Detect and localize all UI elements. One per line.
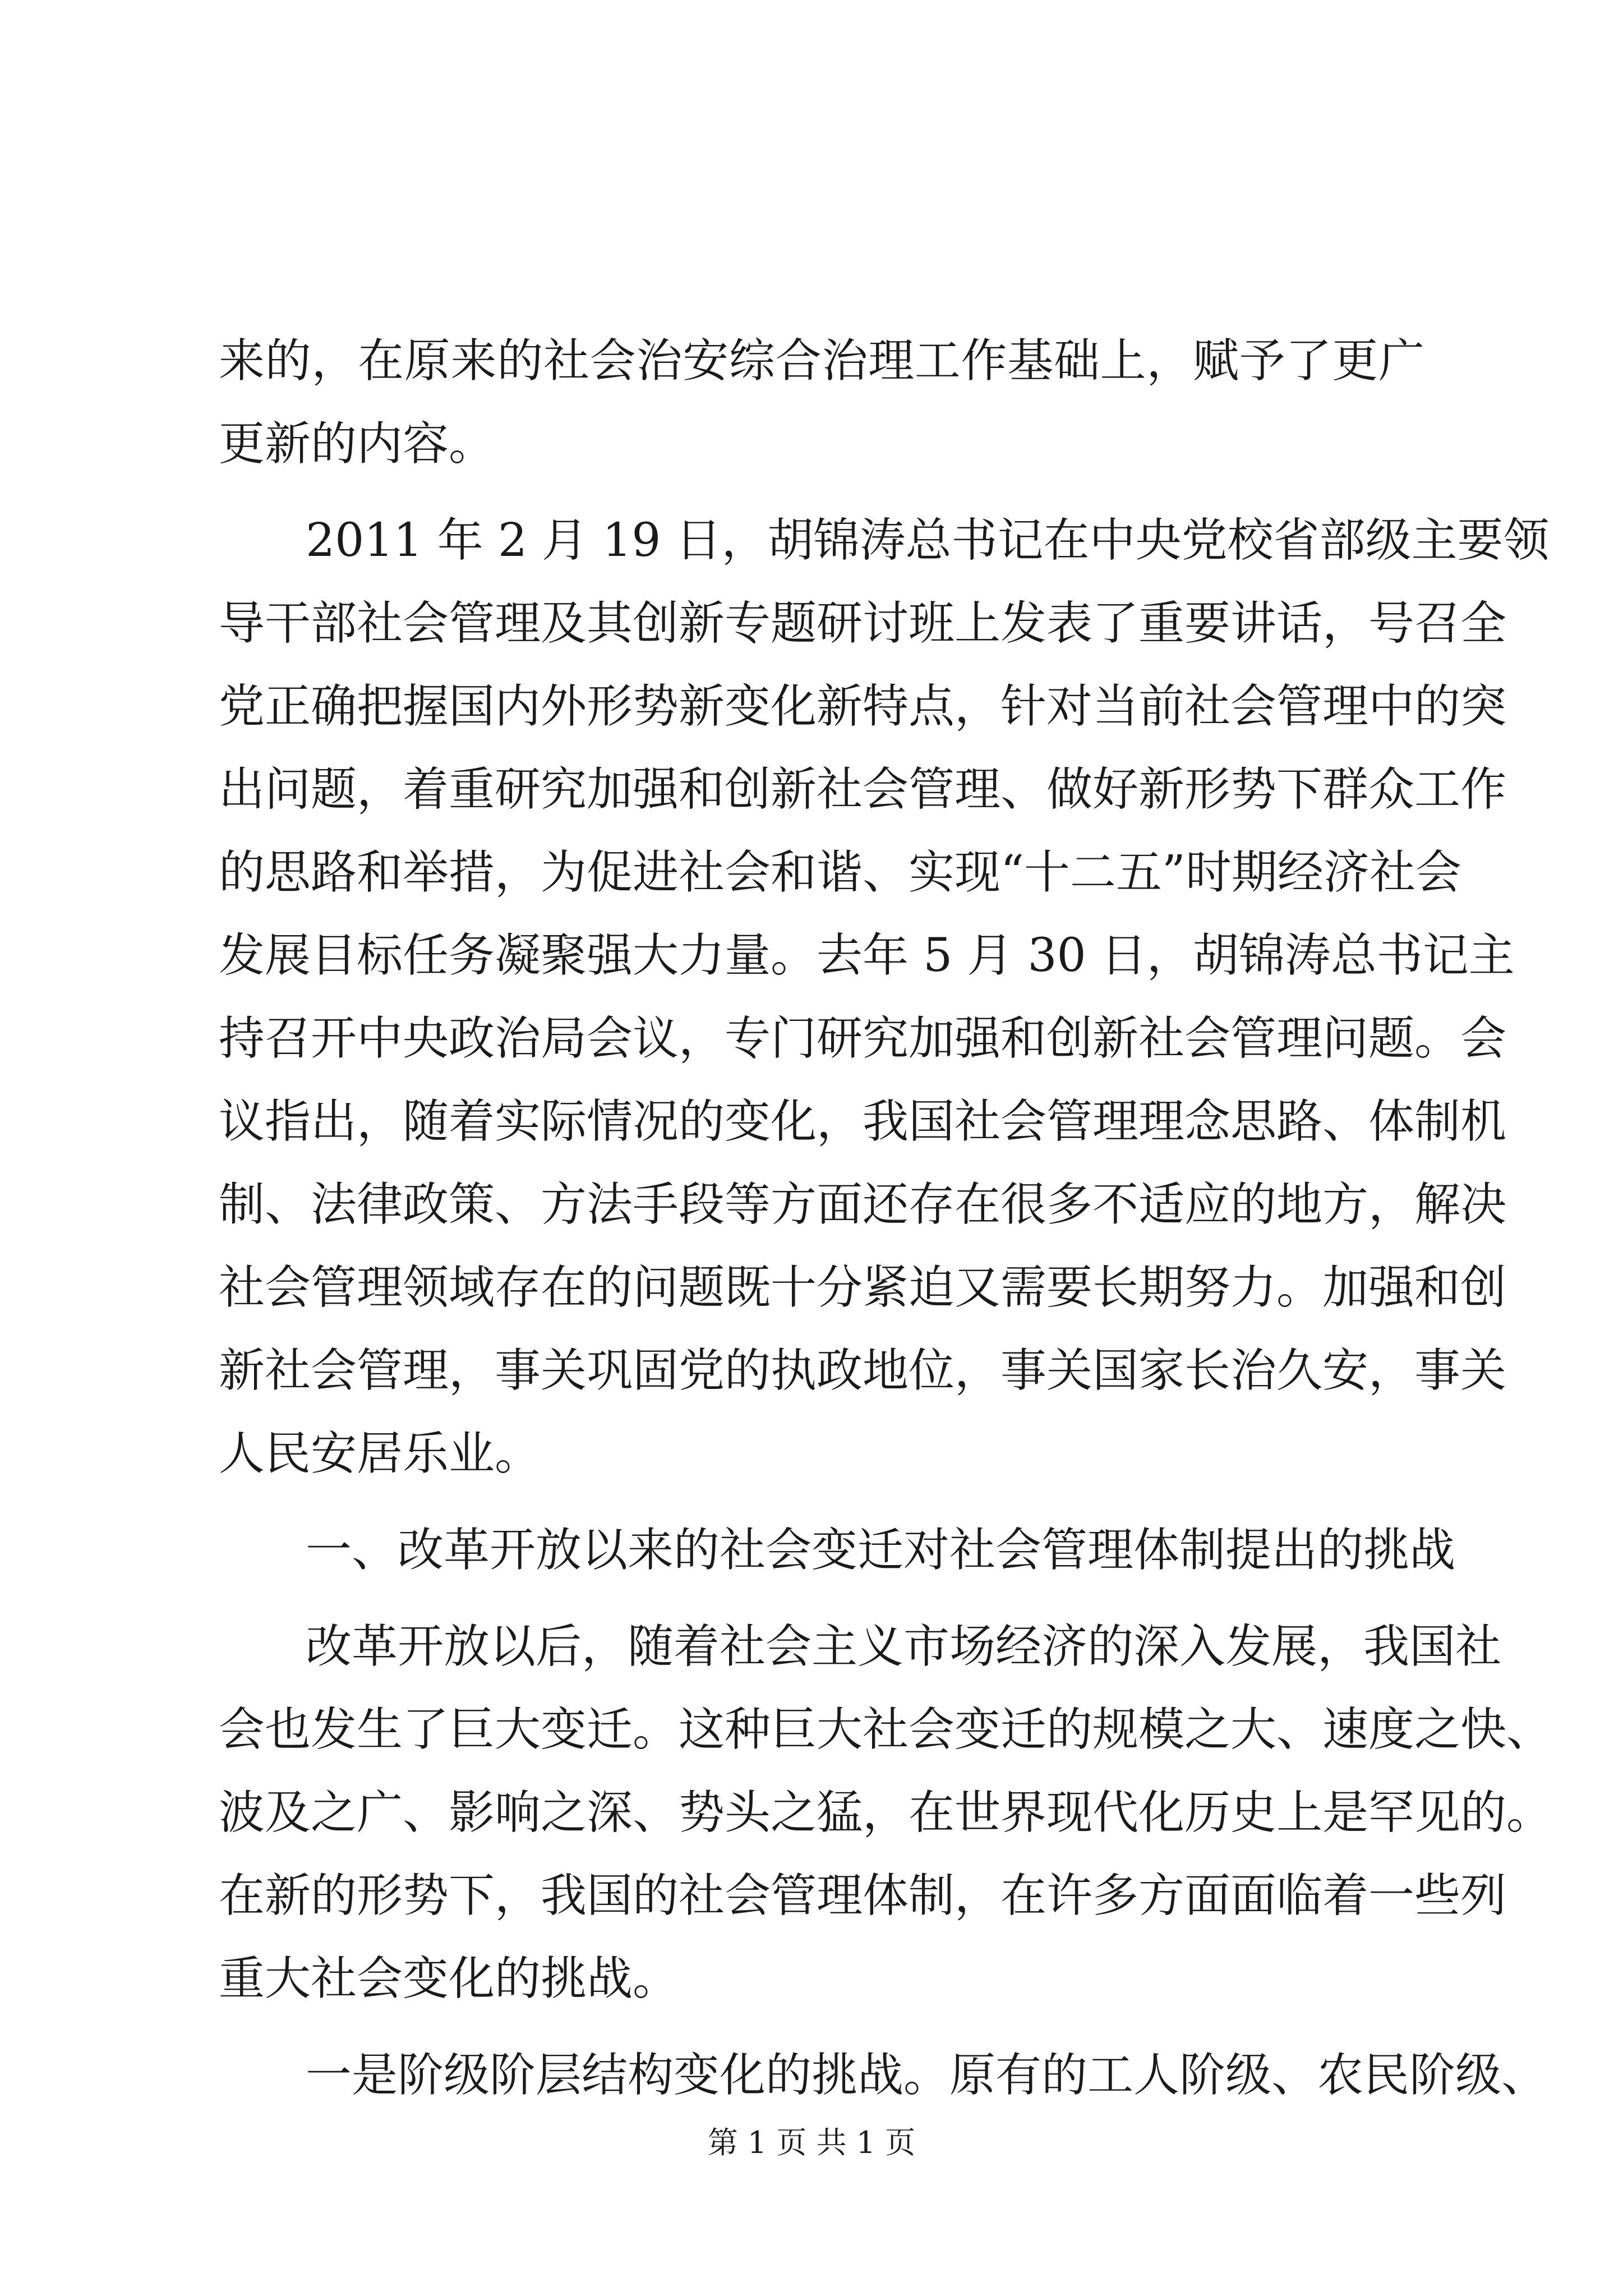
- text-line: 持召开中央政治局会议，专门研究加强和创新社会管理问题。会: [219, 1012, 1507, 1065]
- text-line: 制、法律政策、方法手段等方面还存在很多不适应的地方，解决: [219, 1178, 1507, 1231]
- text-line: 社会管理领域存在的问题既十分紧迫又需要长期努力。加强和创: [219, 1261, 1507, 1314]
- text-line: 导干部社会管理及其创新专题研讨班上发表了重要讲话，号召全: [219, 597, 1507, 650]
- text-line: 议指出，随着实际情况的变化，我国社会管理理念思路、体制机: [219, 1095, 1507, 1148]
- text-line: 波及之广、影响之深、势头之猛，在世界现代化历史上是罕见的。: [219, 1786, 1553, 1839]
- text-line: 出问题，着重研究加强和创新社会管理、做好新形势下群众工作: [219, 763, 1507, 816]
- text-line: 重大社会变化的挑战。: [219, 1952, 679, 2005]
- text-line: 一是阶级阶层结构变化的挑战。原有的工人阶级、农民阶级、: [306, 2049, 1548, 2102]
- text-line: 来的，在原来的社会治安综合治理工作基础上，赋予了更广: [219, 334, 1424, 388]
- text-line: 会也发生了巨大变迁。这种巨大社会变迁的规模之大、速度之快、: [219, 1703, 1553, 1756]
- text-line: 人民安居乐业。: [219, 1427, 541, 1480]
- text-line: 新社会管理，事关巩固党的执政地位，事关国家长治久安，事关: [219, 1344, 1507, 1397]
- text-line: 在新的形势下，我国的社会管理体制，在许多方面面临着一些列: [219, 1869, 1507, 1922]
- page-number-footer: 第 1 页 共 1 页: [707, 2125, 916, 2160]
- text-line: 的思路和举措，为促进社会和谐、实现“十二五”时期经济社会: [219, 846, 1461, 899]
- section-heading: 一、改革开放以来的社会变迁对社会管理体制提出的挑战: [306, 1524, 1456, 1577]
- text-line: 党正确把握国内外形势新变化新特点，针对当前社会管理中的突: [219, 680, 1507, 733]
- text-line: 发展目标任务凝聚强大力量。去年 5 月 30 日，胡锦涛总书记主: [219, 929, 1515, 982]
- text-line: 改革开放以后，随着社会主义市场经济的深入发展，我国社: [306, 1620, 1502, 1673]
- text-line: 2011 年 2 月 19 日，胡锦涛总书记在中央党校省部级主要领: [306, 514, 1550, 567]
- text-line: 更新的内容。: [219, 417, 495, 471]
